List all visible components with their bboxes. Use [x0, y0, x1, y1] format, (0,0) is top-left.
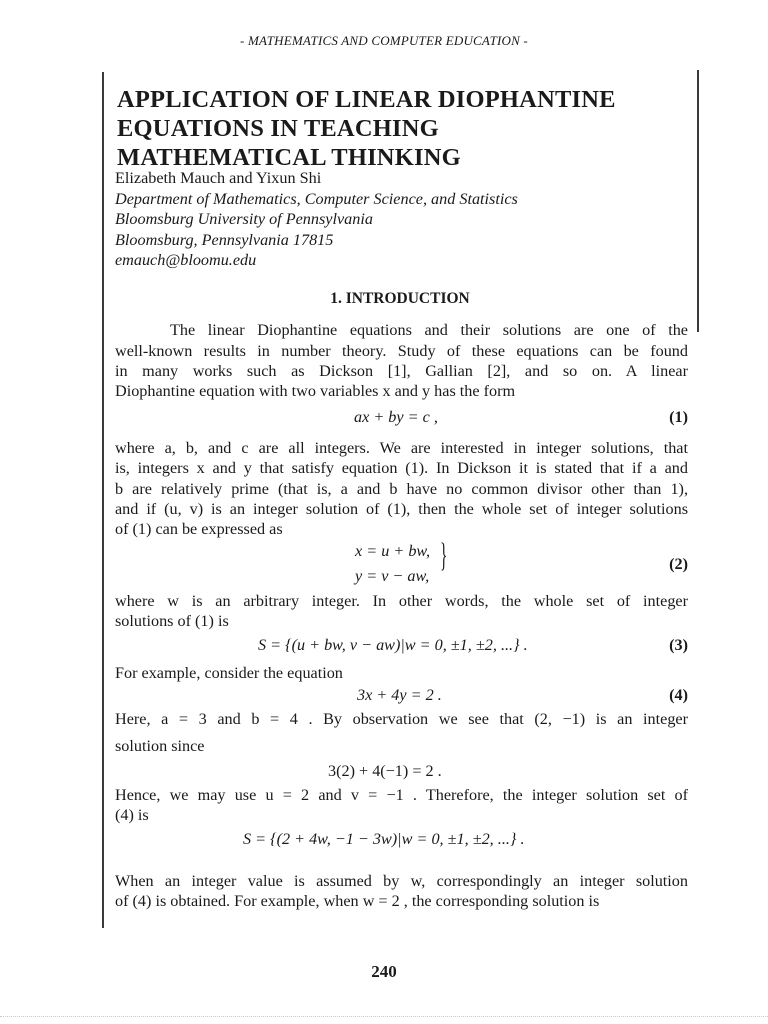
title-line-1: APPLICATION OF LINEAR DIOPHANTINE	[117, 86, 616, 113]
left-margin-rule	[102, 72, 104, 928]
equation-3: S = {(u + bw, v − aw)|w = 0, ±1, ±2, ...} .	[258, 636, 528, 654]
equation-1-number: (1)	[669, 408, 688, 426]
title-line-3: MATHEMATICAL THINKING	[117, 144, 461, 171]
para3-line-1: where w is an arbitrary integer. In other words, the whole set of integer	[115, 592, 688, 610]
para2-line-4: and if (u, v) is an integer solution of (1), then the whole set of integer solutions	[115, 500, 688, 518]
bottom-scan-edge	[0, 1016, 768, 1017]
para2-line-5: of (1) can be expressed as	[115, 520, 283, 538]
para2-line-1: where a, b, and c are all integers. We are interested in integer solutions, that	[115, 439, 688, 457]
para7-line-2: of (4) is obtained. For example, when w = 2 , the corresponding solution is	[115, 892, 600, 910]
para7-line-1: When an integer value is assumed by w, correspondingly an integer solution	[115, 872, 688, 890]
affiliation-department: Department of Mathematics, Computer Science, and Statistics	[115, 190, 518, 208]
running-head: - MATHEMATICS AND COMPUTER EDUCATION -	[240, 33, 528, 48]
affiliation-university: Bloomsburg University of Pennsylvania	[115, 210, 373, 228]
para3-line-2: solutions of (1) is	[115, 612, 229, 630]
para6-line-2: (4) is	[115, 806, 149, 824]
para5-line-1: Here, a = 3 and b = 4 . By observation we see that (2, −1) is an integer	[115, 710, 688, 728]
equation-1: ax + by = c ,	[354, 408, 438, 426]
equation-4: 3x + 4y = 2 .	[357, 686, 442, 704]
para1-line-3: in many works such as Dickson [1], Gallian [2], and so on. A linear	[115, 362, 688, 380]
para6-line-1: Hence, we may use u = 2 and v = −1 . Therefore, the integer solution set of	[115, 786, 688, 804]
page-number: 240	[371, 962, 397, 981]
para4: For example, consider the equation	[115, 664, 343, 682]
para1-line-2: well-known results in number theory. Study of these equations can be found	[115, 342, 688, 360]
equation-5: 3(2) + 4(−1) = 2 .	[328, 762, 442, 780]
para1-line-4: Diophantine equation with two variables x and y has the form	[115, 382, 516, 400]
equation-2-line-2: y = v − aw,	[355, 567, 430, 585]
equation-6: S = {(2 + 4w, −1 − 3w)|w = 0, ±1, ±2, ...} .	[243, 830, 525, 848]
equation-2-line-1: x = u + bw,	[355, 542, 431, 560]
title-line-2: EQUATIONS IN TEACHING	[117, 115, 439, 142]
affiliation-address: Bloomsburg, Pennsylvania 17815	[115, 231, 334, 249]
equation-2-number: (2)	[669, 555, 688, 573]
para2-line-2: is, integers x and y that satisfy equation (1). In Dickson it is stated that if a and	[115, 459, 688, 477]
authors: Elizabeth Mauch and Yixun Shi	[115, 169, 322, 187]
author-email: emauch@bloomu.edu	[115, 251, 257, 269]
section-heading: 1. INTRODUCTION	[330, 290, 470, 307]
para1-line-1: The linear Diophantine equations and their solutions are one of the	[170, 321, 688, 339]
equation-3-number: (3)	[669, 636, 688, 654]
para5-line-2: solution since	[115, 737, 205, 755]
equation-4-number: (4)	[669, 686, 688, 704]
equation-2-brace: }	[440, 537, 448, 574]
para2-line-3: b are relatively prime (that is, a and b have no common divisor other than 1),	[115, 480, 688, 498]
